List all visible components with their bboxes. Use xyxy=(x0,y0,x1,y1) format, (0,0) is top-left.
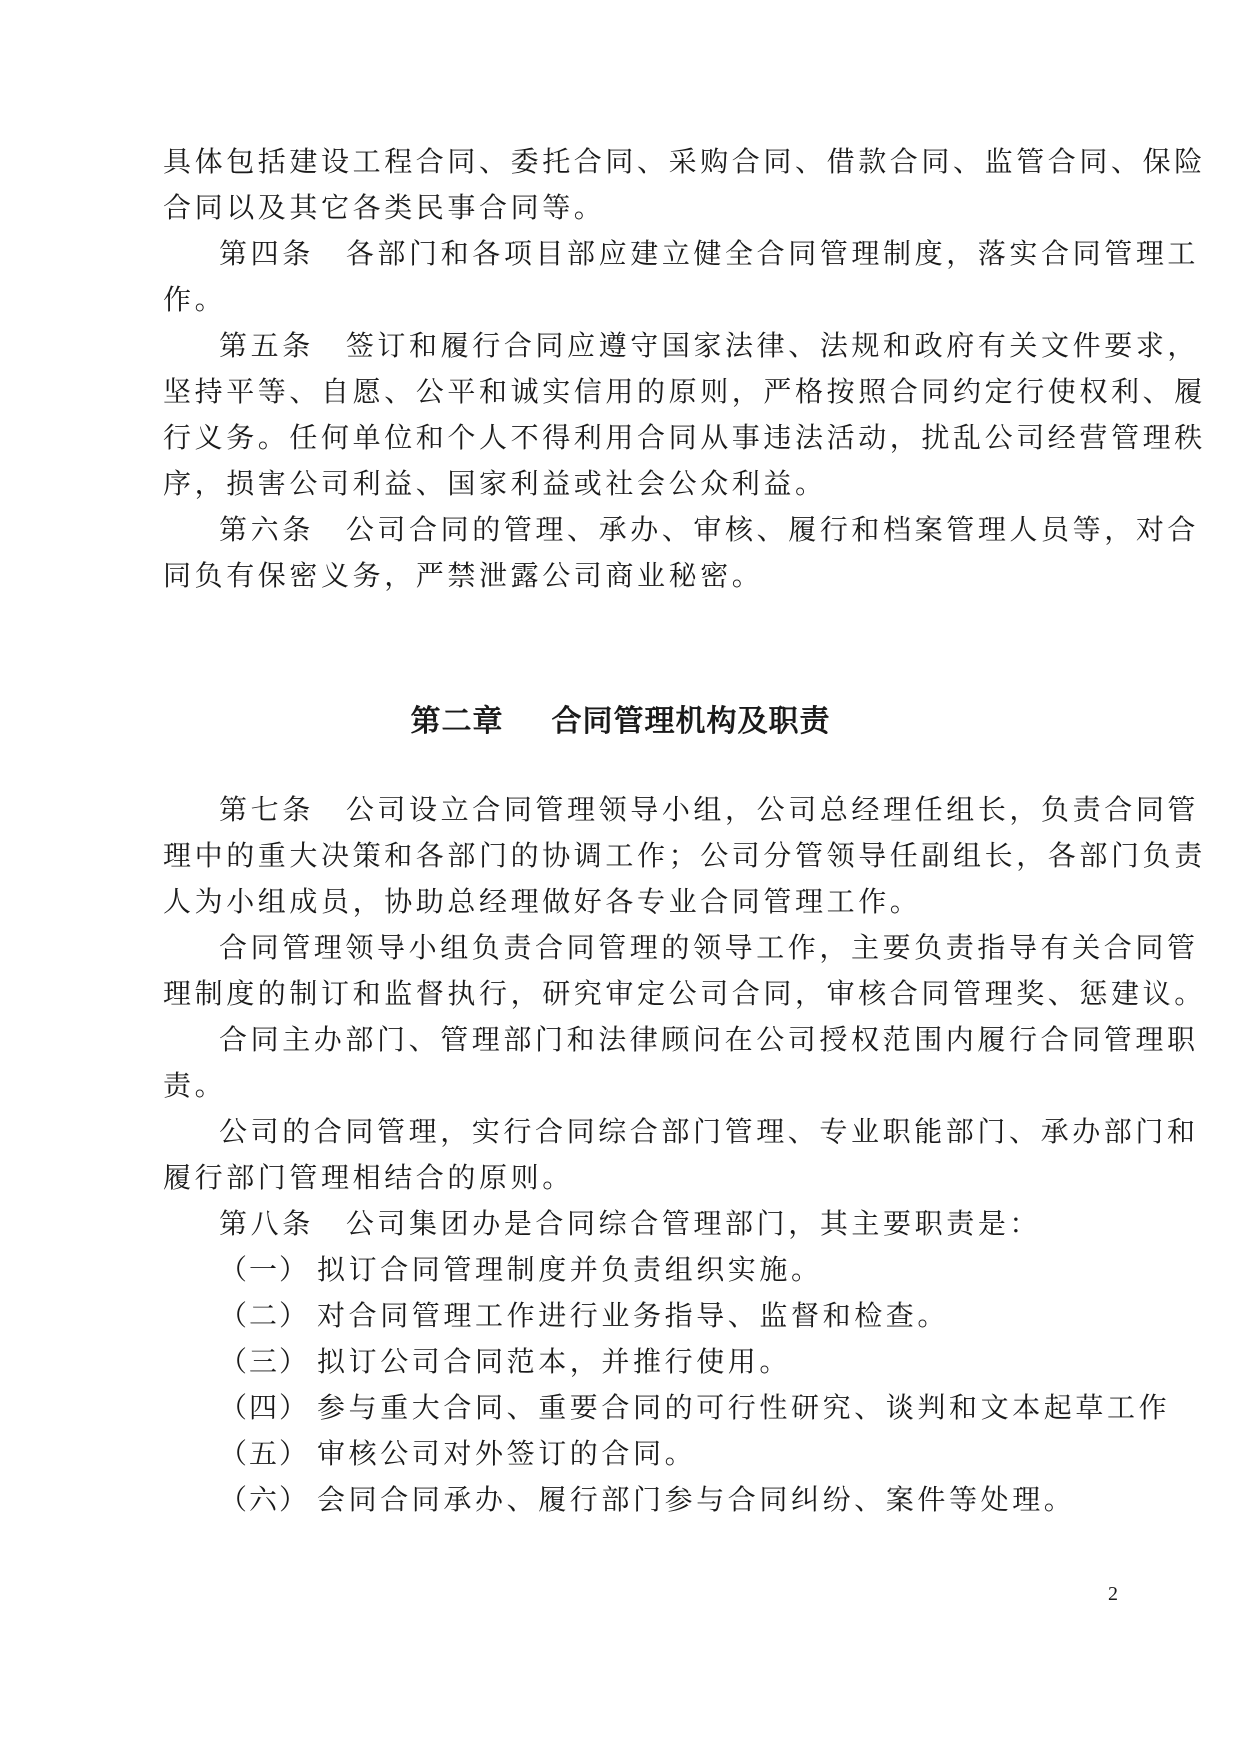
list-item-number: （一） xyxy=(219,1253,310,1286)
list-item xyxy=(219,1296,949,1336)
list-item xyxy=(219,1250,823,1290)
paragraph-line: 履行部门管理相结合的原则。 xyxy=(163,1161,574,1194)
paragraph-line: 行义务。任何单位和个人不得利用合同从事违法活动，扰乱公司经营管理秩 xyxy=(163,421,1206,454)
list-item-text: 拟订公司合同范本，并推行使用。 xyxy=(317,1345,792,1378)
article-text: 签订和履行合同应遵守国家法律、法规和政府有关文件要求， xyxy=(345,329,1200,362)
list-item xyxy=(219,1342,791,1382)
list-item-text: 对合同管理工作进行业务指导、监督和检查。 xyxy=(317,1299,950,1332)
paragraph-line: 合同管理领导小组负责合同管理的领导工作，主要负责指导有关合同管 xyxy=(219,931,1199,964)
list-item-number: （四） xyxy=(219,1391,310,1424)
chapter-heading xyxy=(0,700,1241,744)
article-text: 各部门和各项目部应建立健全合同管理制度，落实合同管理工 xyxy=(345,237,1200,270)
chapter-title: 合同管理机构及职责 xyxy=(551,704,831,739)
paragraph-line: 作。 xyxy=(163,283,227,316)
paragraph-line: 序，损害公司利益、国家利益或社会公众利益。 xyxy=(163,467,827,500)
paragraph-line: 理中的重大决策和各部门的协调工作；公司分管领导任副组长，各部门负责 xyxy=(163,839,1206,872)
paragraph-line: 理制度的制订和监督执行，研究审定公司合同，审核合同管理奖、惩建议。 xyxy=(163,977,1206,1010)
article-text: 公司集团办是合同综合管理部门，其主要职责是： xyxy=(345,1207,1042,1240)
article-text: 公司合同的管理、承办、审核、履行和档案管理人员等，对合 xyxy=(345,513,1200,546)
paragraph-line: 同负有保密义务，严禁泄露公司商业秘密。 xyxy=(163,559,764,592)
list-item-text: 审核公司对外签订的合同。 xyxy=(317,1437,697,1470)
paragraph-line: 具体包括建设工程合同、委托合同、采购合同、借款合同、监管合同、保险 xyxy=(163,145,1206,178)
paragraph-line: 公司的合同管理，实行合同综合部门管理、专业职能部门、承办部门和 xyxy=(219,1115,1199,1148)
paragraph-line: 合同以及其它各类民事合同等。 xyxy=(163,191,606,224)
list-item xyxy=(219,1434,696,1474)
article-8-line xyxy=(219,1204,1179,1244)
article-label: 第五条 xyxy=(219,329,314,362)
list-item xyxy=(219,1388,1170,1428)
article-4-line xyxy=(219,234,1200,274)
article-6-line xyxy=(219,510,1200,550)
article-label: 第八条 xyxy=(219,1207,314,1240)
list-item-text: 会同合同承办、履行部门参与合同纠纷、案件等处理。 xyxy=(317,1483,1076,1516)
list-item-text: 拟订合同管理制度并负责组织实施。 xyxy=(317,1253,823,1286)
list-item-text: 参与重大合同、重要合同的可行性研究、谈判和文本起草工作 xyxy=(317,1391,1171,1424)
article-7-line xyxy=(219,790,1200,830)
list-item-number: （二） xyxy=(219,1299,310,1332)
list-item-number: （五） xyxy=(219,1437,310,1470)
article-label: 第四条 xyxy=(219,237,314,270)
list-item-number: （三） xyxy=(219,1345,310,1378)
article-5-line xyxy=(219,326,1200,366)
paragraph-line: 责。 xyxy=(163,1069,227,1102)
paragraph-line: 合同主办部门、管理部门和法律顾问在公司授权范围内履行合同管理职 xyxy=(219,1023,1199,1056)
list-item-number: （六） xyxy=(219,1483,310,1516)
paragraph-line: 人为小组成员，协助总经理做好各专业合同管理工作。 xyxy=(163,885,922,918)
article-text: 公司设立合同管理领导小组，公司总经理任组长，负责合同管 xyxy=(345,793,1200,826)
chapter-number: 第二章 xyxy=(410,704,504,739)
article-label: 第七条 xyxy=(219,793,314,826)
paragraph-line: 坚持平等、自愿、公平和诚实信用的原则，严格按照合同约定行使权利、履 xyxy=(163,375,1206,408)
page-number: 2 xyxy=(1108,1583,1118,1605)
list-item xyxy=(219,1480,1075,1520)
article-label: 第六条 xyxy=(219,513,314,546)
